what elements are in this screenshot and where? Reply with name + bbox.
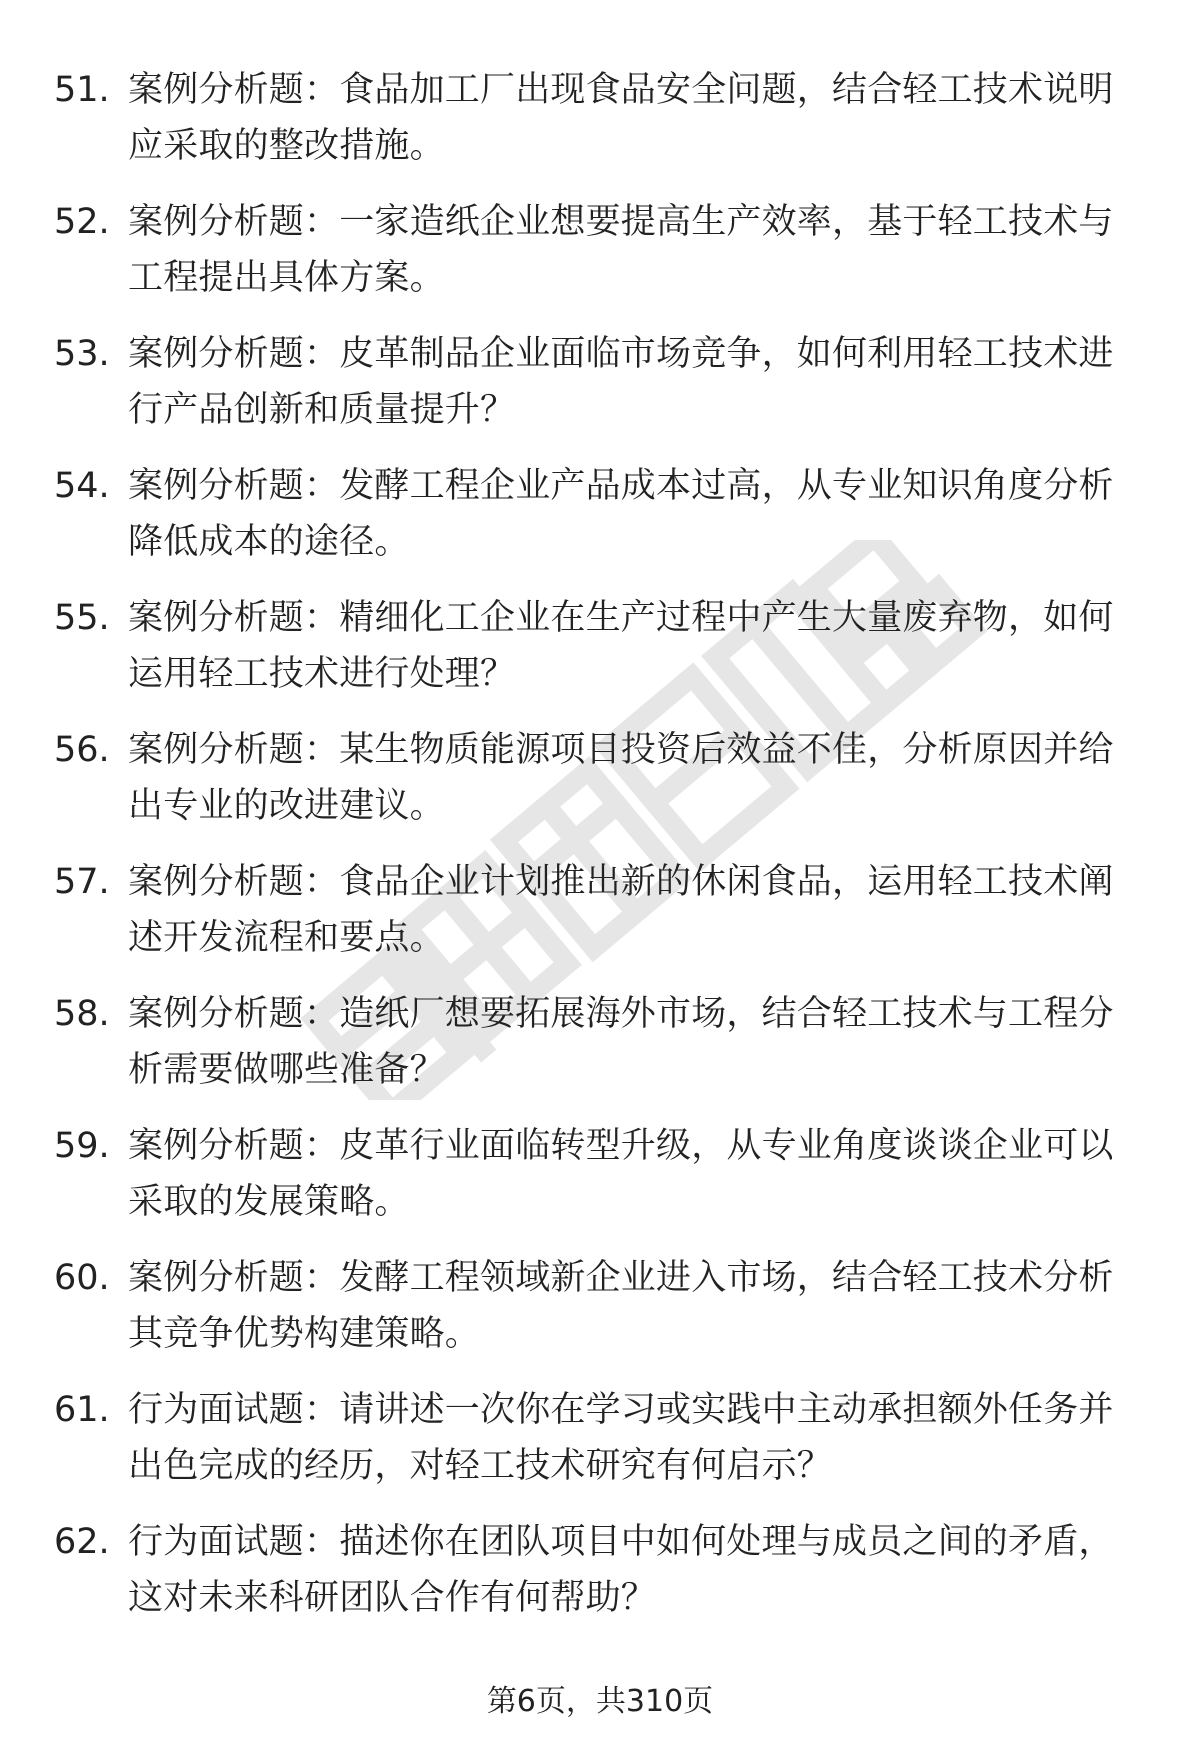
question-number: 52. [54,202,110,242]
question-line: 出色完成的经历，对轻工技术研究有何启示？ [128,1446,833,1486]
question-item [0,458,1200,590]
question-line: 案例分析题：发酵工程企业产品成本过高，从专业知识角度分析 [128,466,1114,506]
question-line: 案例分析题：食品企业计划推出新的休闲食品，运用轻工技术阐 [128,862,1114,902]
question-text [128,458,1144,570]
question-number: 51. [54,70,110,110]
question-line: 述开发流程和要点。 [128,918,445,958]
question-line: 析需要做哪些准备？ [128,1050,445,1090]
question-number: 61. [54,1390,110,1430]
question-line: 案例分析题：皮革制品企业面临市场竞争，如何利用轻工技术进 [128,334,1114,374]
question-line: 工程提出具体方案。 [128,258,445,298]
question-text [128,62,1144,174]
question-text [128,326,1144,438]
question-number: 56. [54,730,110,770]
question-line: 案例分析题：某生物质能源项目投资后效益不佳，分析原因并给 [128,730,1114,770]
question-line: 出专业的改进建议。 [128,786,445,826]
page-footer: 第6页，共310页 [486,1684,714,1719]
question-text [128,1250,1144,1362]
question-item [0,1118,1200,1250]
question-line: 行产品创新和质量提升？ [128,390,516,430]
question-number: 55. [54,598,110,638]
question-text [128,1382,1144,1494]
question-line: 行为面试题：请讲述一次你在学习或实践中主动承担额外任务并 [128,1390,1114,1430]
question-item [0,1250,1200,1382]
question-number: 59. [54,1126,110,1166]
question-line: 案例分析题：精细化工企业在生产过程中产生大量废弃物，如何 [128,598,1114,638]
question-number: 57. [54,862,110,902]
question-item [0,62,1200,194]
question-text [128,590,1144,702]
question-line: 降低成本的途径。 [128,522,410,562]
question-text [128,1118,1144,1230]
question-number: 54. [54,466,110,506]
question-line: 行为面试题：描述你在团队项目中如何处理与成员之间的矛盾， [128,1522,1114,1562]
question-item [0,194,1200,326]
question-number: 60. [54,1258,110,1298]
question-line: 案例分析题：发酵工程领域新企业进入市场，结合轻工技术分析 [128,1258,1114,1298]
question-line: 这对未来科研团队合作有何帮助？ [128,1578,657,1618]
question-number: 53. [54,334,110,374]
question-list [0,62,1200,1646]
question-text [128,722,1144,834]
question-line: 应采取的整改措施。 [128,126,445,166]
question-item [0,986,1200,1118]
question-item [0,854,1200,986]
question-item [0,722,1200,854]
question-text [128,194,1144,306]
question-text [128,854,1144,966]
question-item [0,590,1200,722]
question-number: 62. [54,1522,110,1562]
question-line: 采取的发展策略。 [128,1182,410,1222]
question-line: 其竞争优势构建策略。 [128,1314,481,1354]
question-number: 58. [54,994,110,1034]
question-line: 案例分析题：一家造纸企业想要提高生产效率，基于轻工技术与 [128,202,1114,242]
question-text [128,1514,1144,1626]
question-item [0,1514,1200,1646]
question-line: 案例分析题：造纸厂想要拓展海外市场，结合轻工技术与工程分 [128,994,1114,1034]
question-line: 运用轻工技术进行处理？ [128,654,516,694]
question-item [0,326,1200,458]
question-line: 案例分析题：皮革行业面临转型升级，从专业角度谈谈企业可以 [128,1126,1114,1166]
question-item [0,1382,1200,1514]
question-text [128,986,1144,1098]
question-line: 案例分析题：食品加工厂出现食品安全问题，结合轻工技术说明 [128,70,1114,110]
